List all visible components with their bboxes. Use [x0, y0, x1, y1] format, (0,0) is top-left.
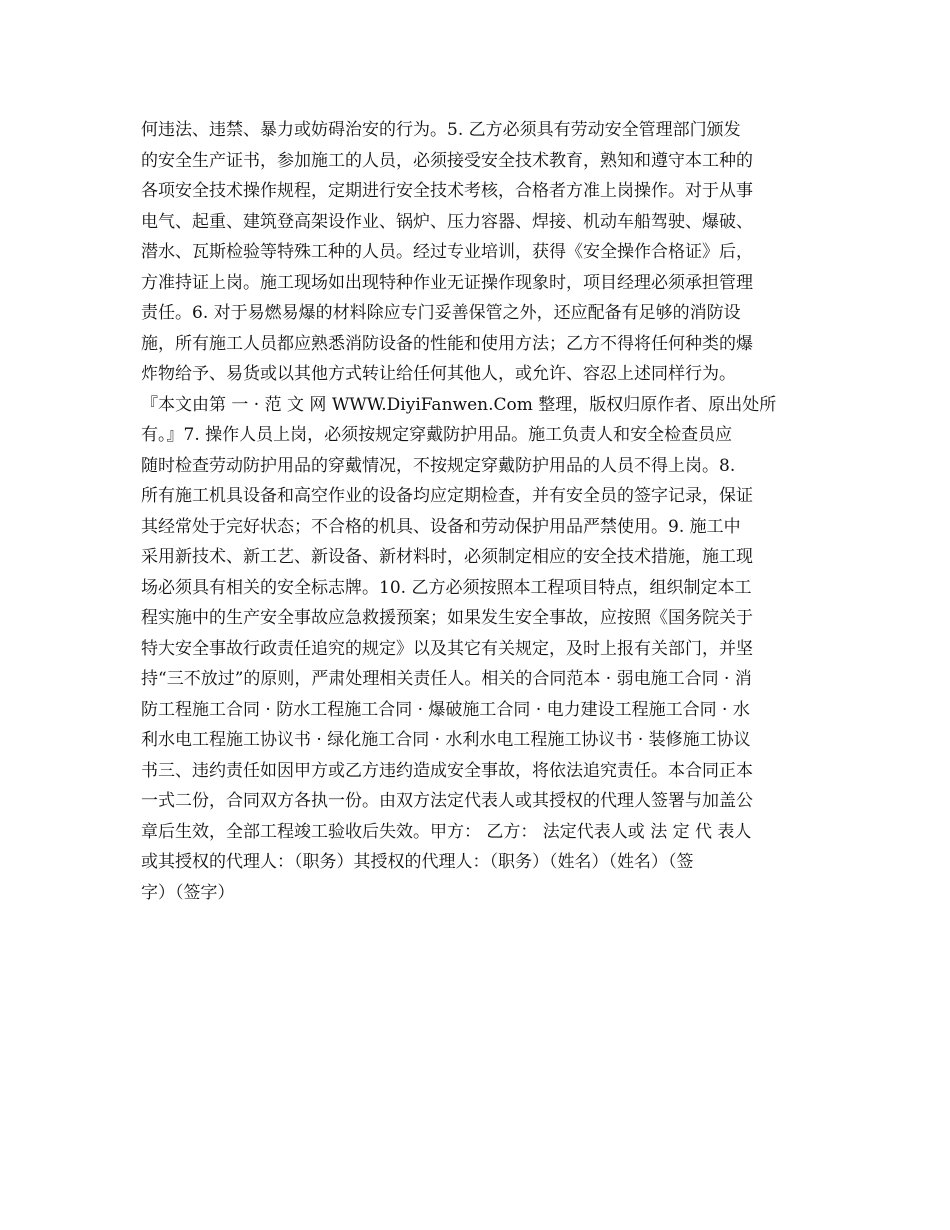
- contract-body-text: [141, 115, 821, 908]
- text-line-1: 何违法、违禁、暴力或妨碍治安的行为。5. 乙方必须具有劳动安全管理部门颁发: [141, 120, 741, 140]
- text-line-25: 或其授权的代理人：（职务）其授权的代理人：（职务）（姓名）（姓名）（签: [141, 852, 694, 872]
- text-line-26: 字）（签字）: [141, 882, 235, 903]
- text-line-10: 『本文由第 一 · 范 文 网 WWW.DiyiFanwen.Com 整理，版权归原作者、原出处所: [141, 394, 777, 415]
- text-line-23: 一式二份，合同双方各执一份。由双方法定代表人或其授权的代理人签署与加盖公: [141, 791, 753, 811]
- text-line-2: 的安全生产证书，参加施工的人员，必须接受安全技术教育，熟知和遵守本工种的: [141, 150, 753, 171]
- text-line-22: 书三、违约责任如因甲方或乙方违约造成安全事故，将依法追究责任。本合同正本: [141, 760, 753, 781]
- text-line-7: 责任。6. 对于易燃易爆的材料除应专门妥善保管之外，还应配备有足够的消防设: [141, 303, 741, 323]
- text-line-5: 潜水、瓦斯检验等特殊工种的人员。经过专业培训，获得《安全操作合格证》后，: [141, 242, 753, 262]
- text-line-8: 施，所有施工人员都应熟悉消防设备的性能和使用方法；乙方不得将任何种类的爆: [141, 333, 753, 354]
- text-line-12: 随时检查劳动防护用品的穿戴情况，不按规定穿戴防护用品的人员不得上岗。8.: [141, 455, 736, 476]
- text-line-16: 场必须具有相关的安全标志牌。10. 乙方必须按照本工程项目特点，组织制定本工: [141, 577, 752, 598]
- text-line-17: 程实施中的生产安全事故应急救援预案；如果发生安全事故，应按照《国务院关于: [141, 608, 753, 628]
- text-line-11: 有。』7. 操作人员上岗，必须按规定穿戴防护用品。施工负责人和安全检查员应: [141, 425, 733, 445]
- text-line-15: 采用新技术、新工艺、新设备、新材料时，必须制定相应的安全技术措施，施工现: [141, 547, 753, 567]
- text-line-14: 其经常处于完好状态；不合格的机具、设备和劳动保护用品严禁使用。9. 施工中: [141, 516, 741, 537]
- text-line-19: 持“三不放过”的原则，严肃处理相关责任人。相关的合同范本 · 弱电施工合同 · 消: [141, 669, 752, 689]
- text-line-9: 炸物给予、易货或以其他方式转让给任何其他人，或允许、容忍上述同样行为。: [141, 364, 736, 384]
- text-line-18: 特大安全事故行政责任追究的规定》以及其它有关规定，及时上报有关部门，并坚: [141, 638, 753, 659]
- text-line-4: 电气、起重、建筑登高架设作业、锅炉、压力容器、焊接、机动车船驾驶、爆破、: [141, 211, 753, 232]
- text-line-21: 利水电工程施工协议书 · 绿化施工合同 · 水利水电工程施工协议书 · 装修施工协议: [141, 730, 751, 750]
- text-line-20: 防工程施工合同 · 防水工程施工合同 · 爆破施工合同 · 电力建设工程施工合同 · 水: [141, 699, 750, 720]
- text-line-13: 所有施工机具设备和高空作业的设备均应定期检查，并有安全员的签字记录，保证: [141, 486, 753, 506]
- text-line-6: 方准持证上岗。施工现场如出现特种作业无证操作现象时，项目经理必须承担管理: [141, 272, 753, 293]
- text-line-24: 章后生效，全部工程竣工验收后失效。甲方： 乙方： 法定代表人或 法 定 代 表人: [141, 821, 752, 842]
- text-line-3: 各项安全技术操作规程，定期进行安全技术考核，合格者方准上岗操作。对于从事: [141, 181, 753, 201]
